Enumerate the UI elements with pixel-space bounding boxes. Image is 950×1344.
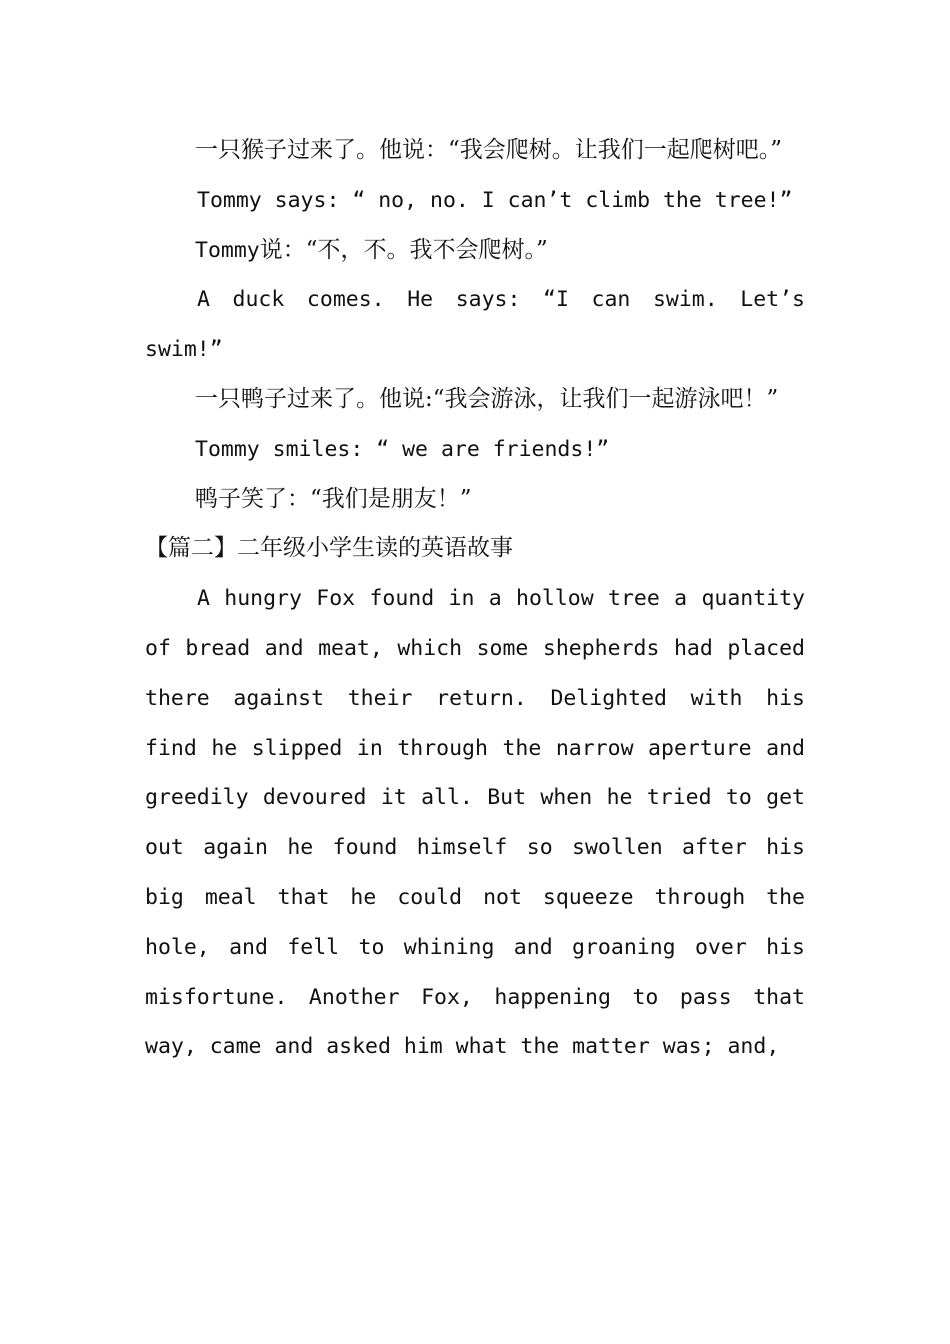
tommy-says-zh-text: 说：“不，不。我不会爬树。” bbox=[259, 236, 548, 263]
section-heading: 【篇二】二年级小学生读的英语故事 bbox=[145, 535, 513, 562]
paragraph-tommy-says-en: Tommy says: “ no, no. I can’t climb the tree!” bbox=[197, 187, 793, 213]
paragraph-duck-zh: 一只鸭子过来了。他说:“我会游泳，让我们一起游泳吧！” bbox=[195, 385, 779, 412]
paragraph-tommy-says-zh bbox=[145, 226, 805, 276]
paragraph-tommy-smiles-en: Tommy smiles: “ we are friends!” bbox=[195, 436, 610, 462]
tommy-name: Tommy bbox=[195, 237, 260, 263]
document-body bbox=[145, 126, 805, 1072]
paragraph-duck-smiles-zh: 鸭子笑了：“我们是朋友！” bbox=[195, 485, 472, 512]
paragraph-duck-en: A duck comes. He says: “I can swim. Let’s swim!” bbox=[145, 287, 805, 363]
story-fox-paragraph: A hungry Fox found in a hollow tree a quantity of bread and meat, which some shepherds had placed there against their return. Delighted with his find he slipped in through the narrow aperture and greedily devoured it all. But when he tried to get out again he found himself so swollen after his big meal that he could not squeeze through the hole, and fell to whining and groaning over his misfortune. Another Fox, happening to pass that way, came and asked him what the matter was; and, bbox=[145, 586, 805, 1060]
paragraph-monkey-zh: 一只猴子过来了。他说：“我会爬树。让我们一起爬树吧。” bbox=[195, 137, 783, 163]
